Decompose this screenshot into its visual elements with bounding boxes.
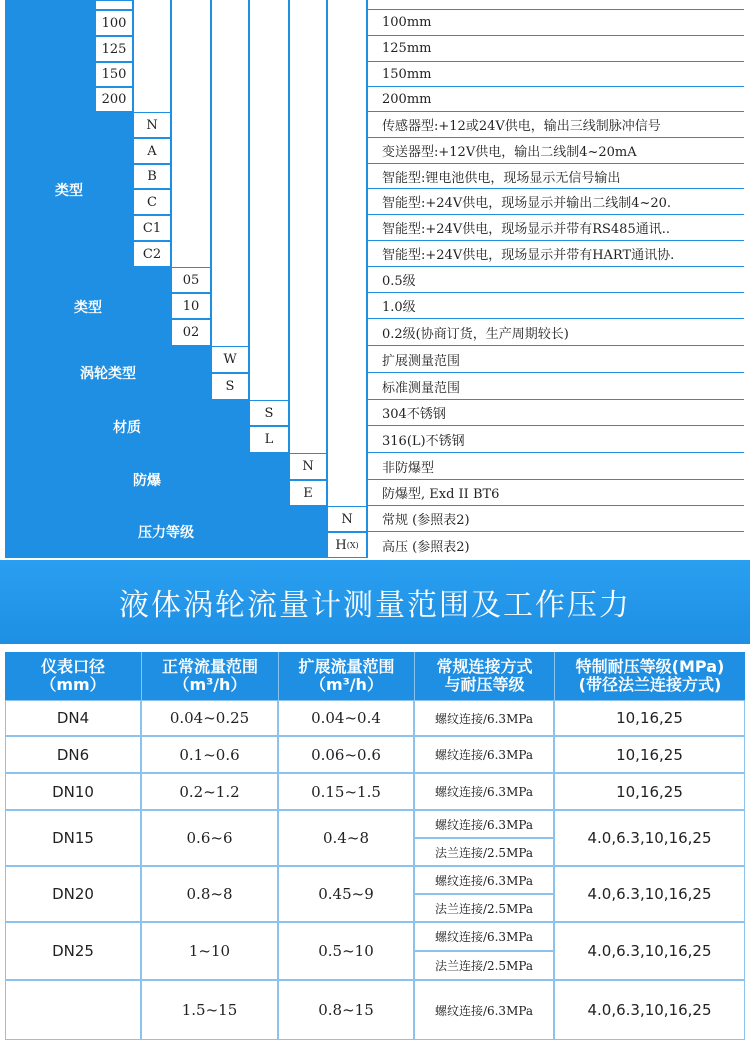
description-cell: 100mm xyxy=(367,10,744,36)
header-ext-line2: （m³/h） xyxy=(310,675,383,694)
header-normal-line2: （m³/h） xyxy=(173,675,247,694)
size-code-cell-top xyxy=(95,0,133,10)
table-cell-caliber: DN4 xyxy=(5,700,141,736)
explosion-group-label: 防爆 xyxy=(5,453,289,506)
description-cell: 智能型:锂电池供电，现场显示无信号输出 xyxy=(367,164,744,189)
description-cell: 316(L)不锈钢 xyxy=(367,426,744,453)
description-cell: 0.5级 xyxy=(367,267,744,293)
size-code-cell: 200 xyxy=(95,87,133,112)
description-cell: 智能型:+24V供电，现场显示并输出二线制4~20. xyxy=(367,189,744,215)
turbine-code-cell: S xyxy=(211,373,249,400)
description-cell: 304不锈钢 xyxy=(367,400,744,426)
column-stub xyxy=(133,0,171,112)
table-cell-special-pressure: 10,16,25 xyxy=(554,736,745,773)
table-cell-extended-range: 0.06~0.6 xyxy=(278,736,414,773)
description-cell: 200mm xyxy=(367,87,744,112)
table-cell-extended-range: 0.04~0.4 xyxy=(278,700,414,736)
size-code-cell: 150 xyxy=(95,62,133,87)
type-code-cell: C xyxy=(133,189,171,215)
table-cell-special-pressure: 10,16,25 xyxy=(554,700,745,736)
table-cell-extended-range: 0.45~9 xyxy=(278,866,414,922)
table-cell-connection: 螺纹连接/6.3MPa xyxy=(414,980,554,1040)
description-cell: 智能型:+24V供电，现场显示并带有RS485通讯.. xyxy=(367,215,744,241)
table-cell-caliber: DN10 xyxy=(5,773,141,810)
type-group-label: 类型 xyxy=(5,112,133,267)
header-special-line2: (带径法兰连接方式) xyxy=(578,675,722,694)
header-normal-line1: 正常流量范围 xyxy=(161,657,258,676)
size-group-block xyxy=(5,0,95,112)
table-cell-caliber xyxy=(5,980,141,1040)
table-cell-caliber: DN15 xyxy=(5,810,141,866)
accuracy-code-cell: 10 xyxy=(171,293,211,319)
pressure-group-label: 压力等级 xyxy=(5,506,327,558)
table-cell-normal-range: 0.04~0.25 xyxy=(141,700,278,736)
header-caliber-line2: （mm） xyxy=(40,675,106,694)
column-stub xyxy=(171,0,211,267)
pressure-code-h: H xyxy=(335,537,347,553)
type-code-cell: C1 xyxy=(133,215,171,241)
table-cell-special-pressure: 4.0,6.3,10,16,25 xyxy=(554,866,745,922)
header-normal-range xyxy=(141,652,278,700)
table-cell-special-pressure: 4.0,6.3,10,16,25 xyxy=(554,980,745,1040)
header-connection xyxy=(414,652,554,700)
table-cell-connection: 螺纹连接/6.3MPa xyxy=(414,922,554,951)
turbine-code-cell: W xyxy=(211,346,249,373)
description-cell: 标准测量范围 xyxy=(367,373,744,400)
description-cell: 高压 (参照表2) xyxy=(367,532,744,558)
type-code-cell: B xyxy=(133,164,171,189)
accuracy-code-cell: 02 xyxy=(171,319,211,346)
table-cell-special-pressure: 4.0,6.3,10,16,25 xyxy=(554,810,745,866)
table-cell-connection: 法兰连接/2.5MPa xyxy=(414,894,554,922)
table-cell-connection: 螺纹连接/6.3MPa xyxy=(414,700,554,736)
table-cell-connection: 法兰连接/2.5MPa xyxy=(414,951,554,980)
explosion-code-cell: E xyxy=(289,480,327,506)
explosion-code-cell: N xyxy=(289,453,327,480)
pressure-code-suffix: (X) xyxy=(346,540,359,550)
turbine-group-label: 涡轮类型 xyxy=(5,346,211,400)
table-cell-special-pressure: 10,16,25 xyxy=(554,773,745,810)
table-cell-connection: 螺纹连接/6.3MPa xyxy=(414,866,554,894)
header-caliber-line1: 仪表口径 xyxy=(40,657,105,676)
column-stub xyxy=(211,0,249,346)
description-cell: 变送器型:+12V供电，输出二线制4~20mA xyxy=(367,138,744,164)
table-cell-extended-range: 0.5~10 xyxy=(278,922,414,980)
description-cell: 传感器型:+12或24V供电，输出三线制脉冲信号 xyxy=(367,112,744,138)
description-cell: 125mm xyxy=(367,36,744,62)
description-cell: 150mm xyxy=(367,62,744,87)
pressure-code-cell xyxy=(327,532,367,558)
section-banner xyxy=(0,560,750,644)
header-ext-line1: 扩展流量范围 xyxy=(298,657,395,676)
material-code-cell: L xyxy=(249,426,289,453)
header-caliber xyxy=(5,652,141,700)
header-conn-line1: 常规连接方式 xyxy=(436,657,533,676)
header-conn-line2: 与耐压等级 xyxy=(444,675,525,694)
table-cell-normal-range: 0.1~0.6 xyxy=(141,736,278,773)
table-cell-extended-range: 0.4~8 xyxy=(278,810,414,866)
column-stub xyxy=(249,0,289,400)
material-code-cell: S xyxy=(249,400,289,426)
material-group-label: 材质 xyxy=(5,400,249,453)
type-code-cell: N xyxy=(133,112,171,138)
header-extended-range xyxy=(278,652,414,700)
table-cell-normal-range: 1.5~15 xyxy=(141,980,278,1040)
description-cell: 防爆型, Exd II BT6 xyxy=(367,480,744,506)
table-cell-caliber: DN25 xyxy=(5,922,141,980)
pressure-code-cell: N xyxy=(327,506,367,532)
type-code-cell: A xyxy=(133,138,171,164)
header-special-pressure xyxy=(554,652,745,700)
column-stub xyxy=(327,0,367,506)
table-cell-extended-range: 0.15~1.5 xyxy=(278,773,414,810)
table-cell-normal-range: 0.8~8 xyxy=(141,866,278,922)
table-cell-special-pressure: 4.0,6.3,10,16,25 xyxy=(554,922,745,980)
description-cell: 扩展测量范围 xyxy=(367,346,744,373)
table-cell-caliber: DN6 xyxy=(5,736,141,773)
table-cell-connection: 螺纹连接/6.3MPa xyxy=(414,773,554,810)
size-code-cell: 125 xyxy=(95,36,133,62)
accuracy-code-cell: 05 xyxy=(171,267,211,293)
table-cell-normal-range: 0.2~1.2 xyxy=(141,773,278,810)
column-stub xyxy=(289,0,327,453)
table-cell-caliber: DN20 xyxy=(5,866,141,922)
header-special-line1: 特制耐压等级(MPa) xyxy=(575,657,725,676)
table-cell-normal-range: 0.6~6 xyxy=(141,810,278,866)
description-cell: 0.2级(协商订货，生产周期较长) xyxy=(367,319,744,346)
table-cell-connection: 螺纹连接/6.3MPa xyxy=(414,810,554,838)
description-cell: 1.0级 xyxy=(367,293,744,319)
table-cell-normal-range: 1~10 xyxy=(141,922,278,980)
description-cell-top xyxy=(367,0,744,10)
table-cell-connection: 螺纹连接/6.3MPa xyxy=(414,736,554,773)
description-cell: 常规 (参照表2) xyxy=(367,506,744,532)
type-code-cell: C2 xyxy=(133,241,171,267)
description-cell: 智能型:+24V供电，现场显示并带有HART通讯协. xyxy=(367,241,744,267)
accuracy-group-label: 类型 xyxy=(5,267,171,346)
description-cell: 非防爆型 xyxy=(367,453,744,480)
size-code-cell: 100 xyxy=(95,10,133,36)
section-title: 液体涡轮流量计测量范围及工作压力 xyxy=(119,588,631,623)
table-cell-connection: 法兰连接/2.5MPa xyxy=(414,838,554,866)
table-cell-extended-range: 0.8~15 xyxy=(278,980,414,1040)
